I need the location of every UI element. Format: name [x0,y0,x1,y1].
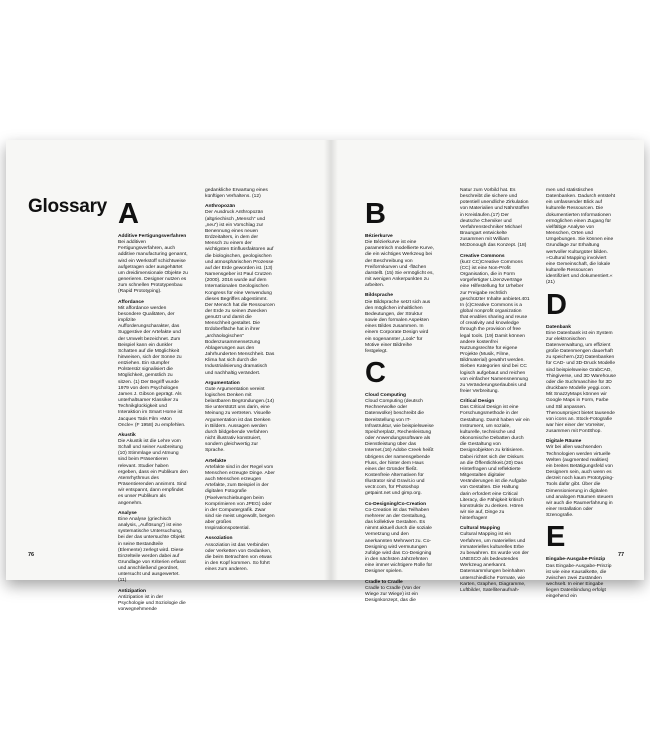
glossary-term: Cloud Computing [365,392,407,398]
book-spread [6,140,644,613]
glossary-entry [460,399,530,522]
glossary-definition: Assoziation ist das Verbinden oder Verketten von Gedanken, die beim Betrachten von etwas in den Kopf kommen. So führt eines zum anderen. [205,542,272,573]
glossary-term: Datenbank [546,324,572,330]
glossary-entry [460,254,530,396]
glossary-definition: Bei additiven Fertigungsverfahren, auch additive manufacturing genannt, wird ein Werkstoff schichtweise aufgetragen oder ausgehärtet um dreidimensionale Objekte zu generieren. Designer nutzen es zum schnellen Prototypenbau (Rapid Prototyping). [118,240,188,295]
glossary-definition: Eine Datenbank ist ein System zur elektronischen Datenverwaltung, um effizient große Datenmengen dauerhaft zu speichern.(22) Datenbanken für CAD- und 3D-Druck Modelle sind beispielsweise GrabCAD, Thingiverse, und 3D Warehouse oder die Suchmaschine für 3D druckbare Modelle yeggi.com. Mit SnazzyMaps können wir Google Maps in Form, Farbe und Stil anpassen. Thenounproject bietet tausende von icons an. Stock-Fotografie war hier einer der Vorreiter, zusammen mit FontShop. [546,330,616,435]
glossary-entry [365,293,435,355]
glossary-definition: Wir bei allen wachsenden Technologien werden virtuelle Welten (augmented realities) ein breites Betätigungsfeld von Designern sein, auch wenn es derzeit noch kaum Prototyping-Tools dafür gibt. Über die Dimensionierung in digitalen und analogen Räumen steuern wir auch die Raumerfahrung in einer Installation oder Szenografie. [546,445,614,519]
section-letter: C [365,356,386,389]
glossary-definition: Artefakte sind in der Regel vom Menschen erzeugte Dinge. Aber auch Menschen erzeugen Artefakte, zum Beispiel in der digitalen Fotografie (Pixelverschiebungen beim Komprimieren von JPEG) oder in der Computergrafik. Zwar sind sie meist ungewollt, bergen aber großes Inspirationspotential. [205,464,275,532]
glossary-definition: Das Eingabe-Ausgabe-Prinzip ist wie eine Kausalkette, die zwischen zwei Zuständen wechselt. In einer Eingabe liegen Datenbindung erfolgt eingehend ein [546,563,612,600]
glossary-term: Antizipation [118,588,146,594]
glossary-definition: Der Ausdruck Anthropozän (altgriechisch „Mensch“ und „neu“) ist ein Vorschlag zur Benennung eines neuen Erdzeitalters, in dem der Mensch zu einem der wichtigsten Einflussfaktoren auf die biologischen, geologischen und atmosphärischen Prozesse auf der Erde geworden ist. (13) Namensgeber ist Paul Crutzen (2000). 2016 wurde auf dem Internationalen Geologischen Kongress für eine Verwendung dieses Begriffes abgestimmt. Der Mensch hat die Ressourcen der Erde zu seinen Zwecken genutzt und damit die Menschheit gestaltet. Die Erdoberfläche hat in ihrer „archäologischen“ Bodenzusammensetzung Ablagerungen aus den Jahrhunderten Menschheit. Das Klima hat sich durch die Industrialisierung dramatisch und nachhaltig verändert. [205,210,275,376]
glossary-entry [546,557,616,600]
glossary-definition: men und statistischen Datenbanken. Dadurch entsteht ein umfassender Blick auf kulturelle Ressourcen. Die dokumentierten Informationen ermöglichen einen Zugang für vielfältige Analyse von Menschen, Orten und Umgebungen. Sie können eine Grundlage zur Erhaltung wertvoller Kulturgüter bilden. »Cultural Mapping involviert eine Gemeinschaft, die lokale kulturelle Ressourcen identifiziert und dokumentiert.« (21) [546,188,616,286]
glossary-column-3 [365,200,435,608]
glossary-entry [365,502,435,576]
glossary-definition: Antizipation ist in der Psychologie und Soziologie die vorwegnehmende [118,594,186,613]
glossary-term: Artefakte [205,458,227,464]
glossary-term: Argumentation [205,380,240,386]
glossary-term: Additive Fertigungsverfahren [118,234,187,239]
glossary-entry [460,188,530,250]
glossary-definition: gedankliche Erwartung eines künftigen Verhaltens. (12) [205,188,268,200]
page-gutter [324,140,338,580]
glossary-definition: (kurz CC)Creative Commons (CC) ist eine Non-Profit Organisation, die in Form vorgefertigter Lizenzverträge eine Hilfestellung für Urheber zur Freigabe rechtlich geschützter Inhalte anbietet.401 In (c)Creative Commons is a global nonprofit organization that enables sharing and reuse of creativity and knowledge through the provision of free legal tools. (19) Damit können andere kostenfrei Nutzungsrechte für eigene Projekte (Musik, Filme, Bildmaterial) gewährt werden. Sieben Kategorien sind bei CC logisch aufgebaut und reichen von einfacher Namensnennung zu Veränderungserlaubnis und freier Verbreitung. [460,259,530,394]
glossary-term: Bildsprache [365,293,393,299]
section-letter: D [546,288,567,321]
glossary-term: Eingabe-Ausgabe-Prinzip [546,557,606,563]
glossary-term: Cultural Mapping [460,526,500,532]
page-number-right: 77 [618,552,625,558]
page-title: Glossary [28,196,107,217]
glossary-definition: Mit affordance werden besondere Qualitäten, der implizite Aufforderungscharakter, das Suggestive der Artefakte und der Umwelt bezeichnet. Zum Beispiel kann ein dunkler Schatten auf die Möglichkeit hinweisen, sich der Sonne zu entziehen. Ein stumpfer Polsterstiz signalisiert die Möglichkeit, gemütlich zu sitzen. (1) Der Begriff wurde 1979 von dem Psychologen James J. Gibson geprägt. Als unterhaltsamer Klassiker zu Technikglückigkeit und Interaktion im Smart Home ist Jacques Tatis Film »Mon Oncle« (F 1958) zu empfehlen. [118,305,186,428]
glossary-entry [118,300,188,429]
glossary-definition: Die Akustik ist die Lehre vom Schall und seiner Ausbreitung (10) Stimmlage und Atmung sind beim Präsentieren relevant. Studier haben ergeben, dass ein Publikum den Atemrhythmus des Präsentierenden annimmt. Sind wir entspannt, dann empfindet es unser Publikum als angenehm. [118,439,188,506]
glossary-entry [205,381,275,455]
glossary-entry [365,234,435,289]
glossary-column-1 [118,200,188,617]
glossary-column-2 [205,188,275,577]
glossary-entry [118,511,188,585]
glossary-term: Bézierkurve [365,234,393,239]
glossary-definition: Die Bildsprache setzt sich aus den möglichen inhaltlichen Bedeutungen, der Struktur sowie den formalen Aspekten eines Bildes zusammen. In einem Corporate Design wird ein sogenannter „Look“ für Motive einer Bildreihe festgelegt. [365,299,431,354]
glossary-term: Creative Commons [460,253,505,259]
glossary-definition: Natur zum Vorbild hat. Es beschreibt die sichere und potentiell unendliche Zirkulation von Materialien und Nährstoffen in Kreisläufen.(17) Der deutsche Chemiker und Verfahrenstechniker Michael Braungart entwickelte zusammen mit William McDonough das Konzept. (18) [460,188,530,249]
glossary-entry [365,580,435,605]
glossary-term: Analyse [118,510,137,516]
glossary-definition: Das Critical Design ist eine Forschungsmethode in der Gestaltung. Damit haben wir ein Instrument, um soziale, kulturelle, technische und ökonomische Debatten durch die Gestaltung von Designobjekten zu kritisieren. Dabei richtet sich der Diskurs an die Öffentlichkeit.(20) Das Hinterfragen und reflektierte Mitgestalten digitaler Veränderungen ist die Aufgabe von Gestalten. Die Haltung darin erfordert eine Critical Literacy, die Fähigkeit kritisch konstruktiv zu denken. Hören wir nie auf, Dinge zu hinterfragen! [460,405,530,522]
glossary-definition: Die Bézierkurve ist eine parametrisch modellierte Kurve, die ein wichtiges Werkzeug bei der Beschreibung von Freiformkurven und -flächen darstellt. (15) Sie ermöglicht es, mit wenigen Ankerpunkten zu arbeiten. [365,240,435,289]
glossary-term: Co-Designing/Co-Creation [365,501,427,507]
glossary-term: Assoziation [205,536,233,542]
glossary-term: Akustik [118,432,136,438]
glossary-definition: Eine Analyse (griechisch analysis, „Auflösung“) ist eine systematische Untersuchung, bei der das untersuchte Objekt in seine Bestandteile (Elemente) zerlegt wird. Diese Einzelteile werden dabei auf Grundlage von Kriterien erfasst und anschließend geordnet, untersucht und ausgewertet.(11) [118,516,186,584]
glossary-term: Critical Design [460,399,495,405]
glossary-term: Digitale Räume [546,439,582,445]
section-letter: E [546,521,566,554]
glossary-term: Affordance [118,299,144,305]
glossary-definition: Cultural Mapping ist ein Verfahren, um materielles und immaterielles kulturelles Erbe zu bewahren. Es wurde von der UNESCO als bedeutendes Werkzeug anerkannt. Datensammlungen beinhalten unterschiedliche Formate, wie Karten, Graphen, Diagramme, Luftbilder, Satellitenaufnah- [460,532,529,593]
section-letter: B [365,198,386,230]
glossary-entry [546,325,616,436]
glossary-column-4 [460,188,530,598]
glossary-term: Cradle to Cradle [365,579,403,585]
glossary-entry [205,188,275,200]
glossary-term: Anthropozän [205,204,236,210]
glossary-entry [365,393,435,498]
glossary-entry [118,433,188,507]
glossary-entry [546,188,616,287]
glossary-definition: Cloud Computing (deutsch Rechnerwolke oder Datenwolke) beschreibt die Bereitstellung von IT-Infrastruktur, wie beispielsweise Speicherplatz, Rechenleistung oder Anwendungssoftware als Dienstleistung über das Internet.(16) Adobe Creek heißt übrigens der namensgebende Fluss, der hinter dem Haus eines der Gründer fließt. Kostenfreie Alternativen für Illustrator sind Gravit.io und vectr.com, für Photoshop getpaint.net und gimp.org. [365,399,434,497]
glossary-entry [205,536,275,573]
glossary-entry [460,526,530,594]
glossary-entry [205,204,275,376]
glossary-entry [118,234,188,296]
glossary-definition: Cradle to Cradle (Von der Wiege zur Wiege) ist ein Designkonzept, das die [365,585,421,603]
glossary-definition: Gute Argumentation vereint logisches Denken mit belastbaren Begründungen.(14) Sie unterstützt uns darin, eine Meinung zu vertreten. Visuelle Argumentation ist das Denken in Bildern. Aussagen werden durch bildgebende Verfahren nicht illustrativ konstruiert, sondern gleichwertig zur Sprache. [205,386,275,454]
section-letter: A [118,198,139,230]
page-number-left: 76 [28,552,35,558]
glossary-definition: Co-Creation ist das Teilhaben mehrerer an der Gestaltung, das kollektive Gestalten. Es nimmt aktuell durch die soziale Vernetzung und den anerkannten Mehrwert zu. Co-Designing wird vermutungen zufolge wird das Co-Designing in den nächsten Jahrzehnten eine immer wichtigere Rolle für Designer spielen. [365,507,433,575]
glossary-entry [205,459,275,533]
glossary-column-5 [546,188,616,604]
glossary-entry [546,439,616,519]
glossary-entry [118,589,188,614]
